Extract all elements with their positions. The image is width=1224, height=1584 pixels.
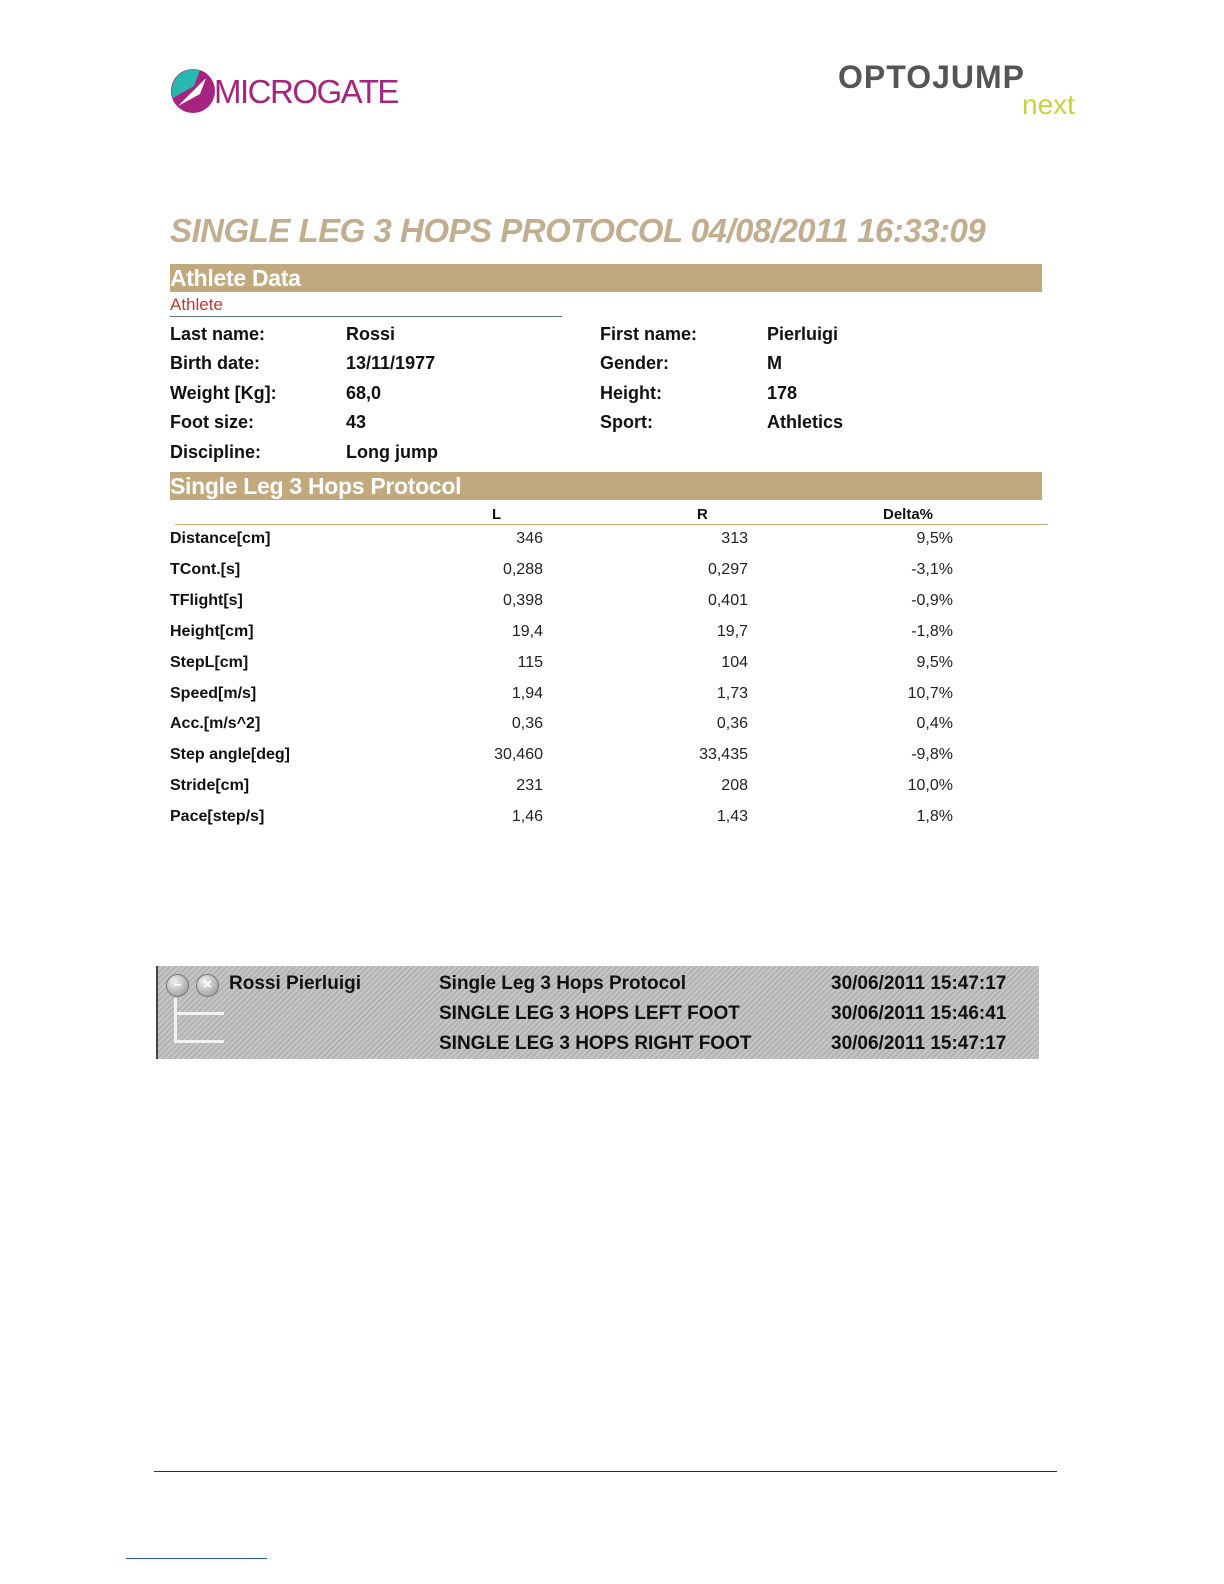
first-name-value: Pierluigi [767, 324, 839, 344]
optojump-logo [838, 60, 1088, 120]
gender-label: Gender: [600, 353, 670, 373]
tree-athlete-name: Rossi Pierluigi [229, 973, 361, 994]
optojump-logo-subtext: next [1022, 89, 1075, 120]
table-row-label: TFlight[s] [170, 592, 243, 609]
table-row-label: Stride[cm] [170, 777, 250, 794]
table-cell-r: 19,7 [716, 623, 748, 640]
table-cell-l: 30,460 [494, 746, 543, 763]
weight-value: 68,0 [346, 383, 382, 403]
birth-date-label: Birth date: [170, 353, 260, 373]
report-title: SINGLE LEG 3 HOPS PROTOCOL 04/08/2011 16:33:09 [170, 212, 986, 249]
last-name-label: Last name: [170, 324, 266, 344]
tree-row-athlete[interactable] [158, 968, 1039, 998]
sport-label: Sport: [600, 412, 653, 432]
table-cell-l: 0,36 [511, 715, 543, 732]
table-cell-l: 1,94 [511, 685, 543, 702]
table-cell-r: 1,73 [716, 685, 748, 702]
gender-value: M [767, 353, 782, 373]
athlete-subheading: Athlete [170, 294, 562, 317]
microgate-logo [170, 68, 400, 118]
tree-test-name: Single Leg 3 Hops Protocol [439, 973, 687, 994]
table-cell-delta: 9,5% [916, 530, 953, 547]
foot-size-value: 43 [346, 412, 367, 432]
table-cell-delta: -9,8% [911, 746, 953, 763]
table-cell-l: 115 [517, 654, 543, 671]
table-cell-delta: -1,8% [911, 623, 953, 640]
tree-test-date: 30/06/2011 15:46:41 [831, 1003, 1007, 1024]
tree-test-name: SINGLE LEG 3 HOPS LEFT FOOT [439, 1003, 740, 1024]
test-tree-panel[interactable] [156, 966, 1039, 1059]
table-row-label: TCont.[s] [170, 561, 241, 578]
microgate-logo-mark [170, 68, 216, 114]
table-cell-r: 33,435 [699, 746, 748, 763]
athlete-data-header: Athlete Data [170, 264, 1042, 292]
table-cell-r: 313 [721, 530, 748, 547]
table-cell-delta: 9,5% [916, 654, 953, 671]
table-cell-r: 0,36 [716, 715, 748, 732]
discipline-label: Discipline: [170, 442, 262, 462]
table-row-label: Step angle[deg] [170, 746, 291, 763]
table-cell-r: 208 [721, 777, 748, 794]
table-cell-l: 231 [516, 777, 543, 794]
height-value: 178 [767, 383, 798, 403]
discipline-value: Long jump [346, 442, 438, 462]
optojump-logo-text: OPTOJUMP [838, 60, 1025, 95]
table-cell-l: 0,398 [502, 592, 543, 609]
table-row-label: Pace[step/s] [170, 808, 265, 825]
column-header-l: L [492, 506, 502, 523]
table-cell-r: 0,297 [707, 561, 748, 578]
table-cell-r: 1,43 [716, 808, 748, 825]
close-circle-icon[interactable]: × [196, 974, 219, 997]
table-cell-l: 1,46 [511, 808, 543, 825]
sport-value: Athletics [767, 412, 844, 432]
height-label: Height: [600, 383, 662, 403]
table-row-label: StepL[cm] [170, 654, 249, 671]
table-cell-l: 0,288 [502, 561, 543, 578]
table-cell-delta: 10,0% [907, 777, 953, 794]
minus-circle-icon[interactable]: – [166, 974, 189, 997]
table-cell-l: 19,4 [511, 623, 543, 640]
tree-row-left-foot[interactable] [158, 998, 1039, 1028]
tree-row-right-foot[interactable] [158, 1028, 1039, 1058]
column-header-delta: Delta% [883, 506, 934, 523]
tree-test-date: 30/06/2011 15:47:17 [831, 1033, 1007, 1054]
first-name-label: First name: [600, 324, 698, 344]
birth-date-value: 13/11/1977 [346, 353, 436, 373]
column-header-r: R [697, 506, 708, 523]
protocol-header: Single Leg 3 Hops Protocol [170, 472, 1042, 500]
tree-connector-line [174, 998, 177, 1042]
tree-test-date: 30/06/2011 15:47:17 [831, 973, 1007, 994]
footer-link-underline[interactable] [126, 1558, 267, 1559]
column-header-rule [175, 524, 1048, 525]
last-name-value: Rossi [346, 324, 396, 344]
table-cell-delta: 0,4% [916, 715, 953, 732]
tree-test-name: SINGLE LEG 3 HOPS RIGHT FOOT [439, 1033, 752, 1054]
table-row-label: Speed[m/s] [170, 685, 257, 702]
table-cell-delta: 1,8% [916, 808, 953, 825]
table-cell-delta: -0,9% [911, 592, 953, 609]
table-cell-delta: -3,1% [911, 561, 953, 578]
table-cell-l: 346 [516, 530, 543, 547]
table-cell-r: 104 [721, 654, 748, 671]
footer-rule [154, 1471, 1057, 1472]
table-row-label: Acc.[m/s^2] [170, 715, 261, 732]
tree-connector-line [174, 1012, 224, 1015]
table-row-label: Height[cm] [170, 623, 254, 640]
microgate-logo-text: MICROGATE [214, 73, 398, 110]
weight-label: Weight [Kg]: [170, 383, 277, 403]
table-row-label: Distance[cm] [170, 530, 271, 547]
table-cell-r: 0,401 [707, 592, 748, 609]
table-cell-delta: 10,7% [907, 685, 953, 702]
foot-size-label: Foot size: [170, 412, 254, 432]
tree-connector-line [174, 1040, 224, 1043]
